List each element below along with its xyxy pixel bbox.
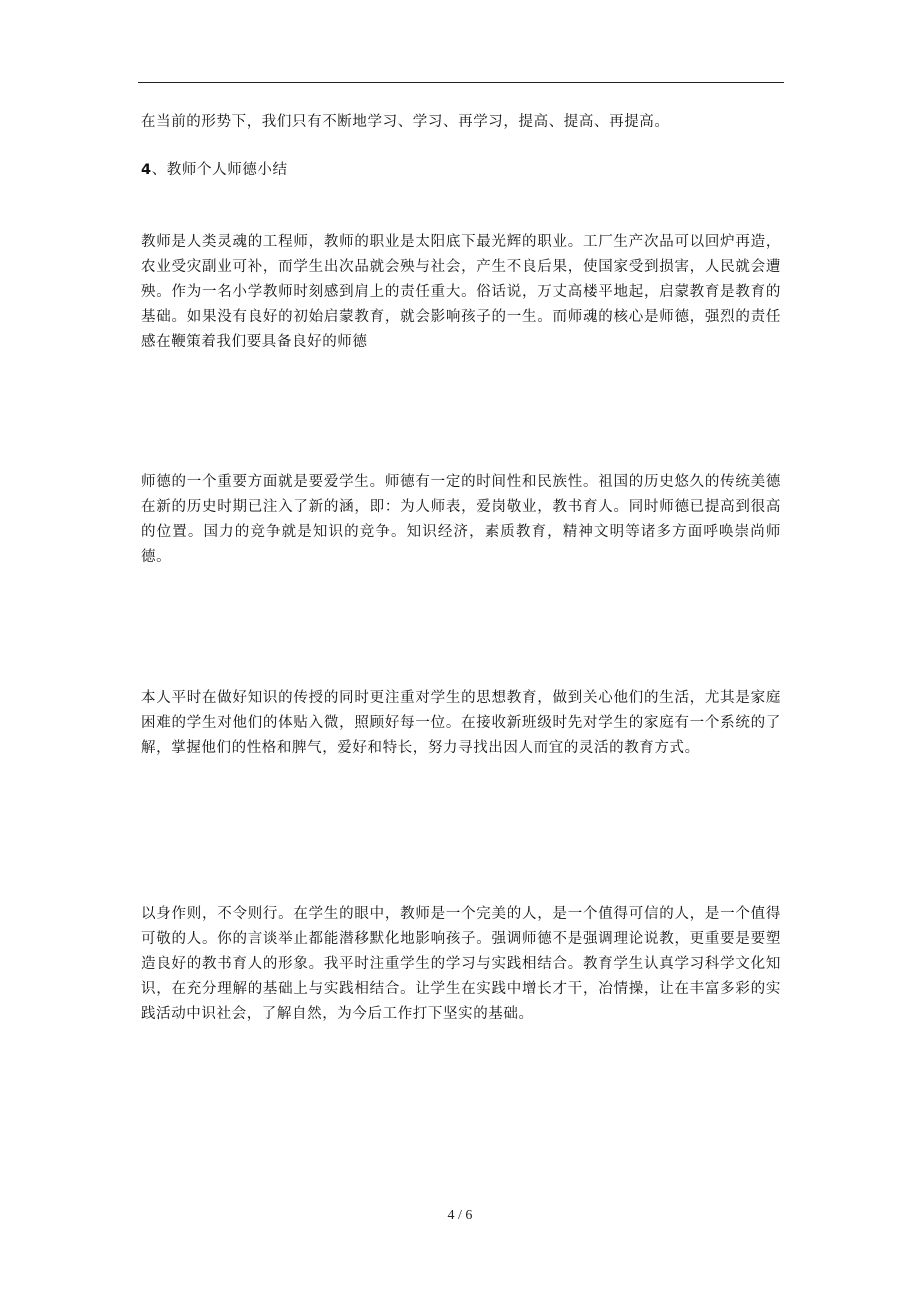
body-paragraph-4: 以身作则，不令则行。在学生的眼中，教师是一个完美的人，是一个值得可信的人，是一个值得可敬的人。你的言谈举止都能潜移默化地影响孩子。强调师德不是强调理论说教，更重要是要塑造良好的教书育人的形象。我平时注重学生的学习与实践相结合。教育学生认真学习科学文化知识，在充分理解的基础上与实践相结合。让学生在实践中增长才干，冶情操，让在丰富多彩的实践活动中识社会，了解自然，为今后工作打下坚实的基础。 — [141, 906, 781, 1022]
section-number: 4 — [141, 162, 152, 178]
body-paragraph-2: 师德的一个重要方面就是要爱学生。师德有一定的时间性和民族性。祖国的历史悠久的传统美德在新的历史时期已注入了新的涵，即：为人师表，爱岗敬业，教书育人。同时师德已提高到很高的位置。国力的竞争就是知识的竞争。知识经济，素质教育，精神文明等诸多方面呼唤崇尚师德。 — [141, 474, 781, 565]
body-paragraph-3: 本人平时在做好知识的传授的同时更注重对学生的思想教育，做到关心他们的生活，尤其是家庭困难的学生对他们的体贴入微，照顾好每一位。在接收新班级时先对学生的家庭有一个系统的了解，掌握他们的性格和脾气，爱好和特长，努力寻找出因人而宜的灵活的教育方式。 — [141, 690, 781, 756]
body-paragraph-1: 教师是人类灵魂的工程师，教师的职业是太阳底下最光辉的职业。工厂生产次品可以回炉再造，农业受灾副业可补，而学生出次品就会殃与社会，产生不良后果，使国家受到损害，人民就会遭殃。作为一名小学教师时刻感到肩上的责任重大。俗话说，万丈高楼平地起，启蒙教育是教育的基础。如果没有良好的初始启蒙教育，就会影响孩子的一生。而师魂的核心是师德，强烈的责任感在鞭策着我们要具备良好的师德 — [141, 234, 781, 350]
section-heading — [141, 158, 781, 183]
section-title: 、教师个人师德小结 — [151, 162, 288, 178]
header-rule — [138, 82, 784, 83]
intro-paragraph: 在当前的形势下，我们只有不断地学习、学习、再学习，提高、提高、再提高。 — [141, 114, 670, 130]
page-number: 4 / 6 — [447, 1208, 473, 1223]
